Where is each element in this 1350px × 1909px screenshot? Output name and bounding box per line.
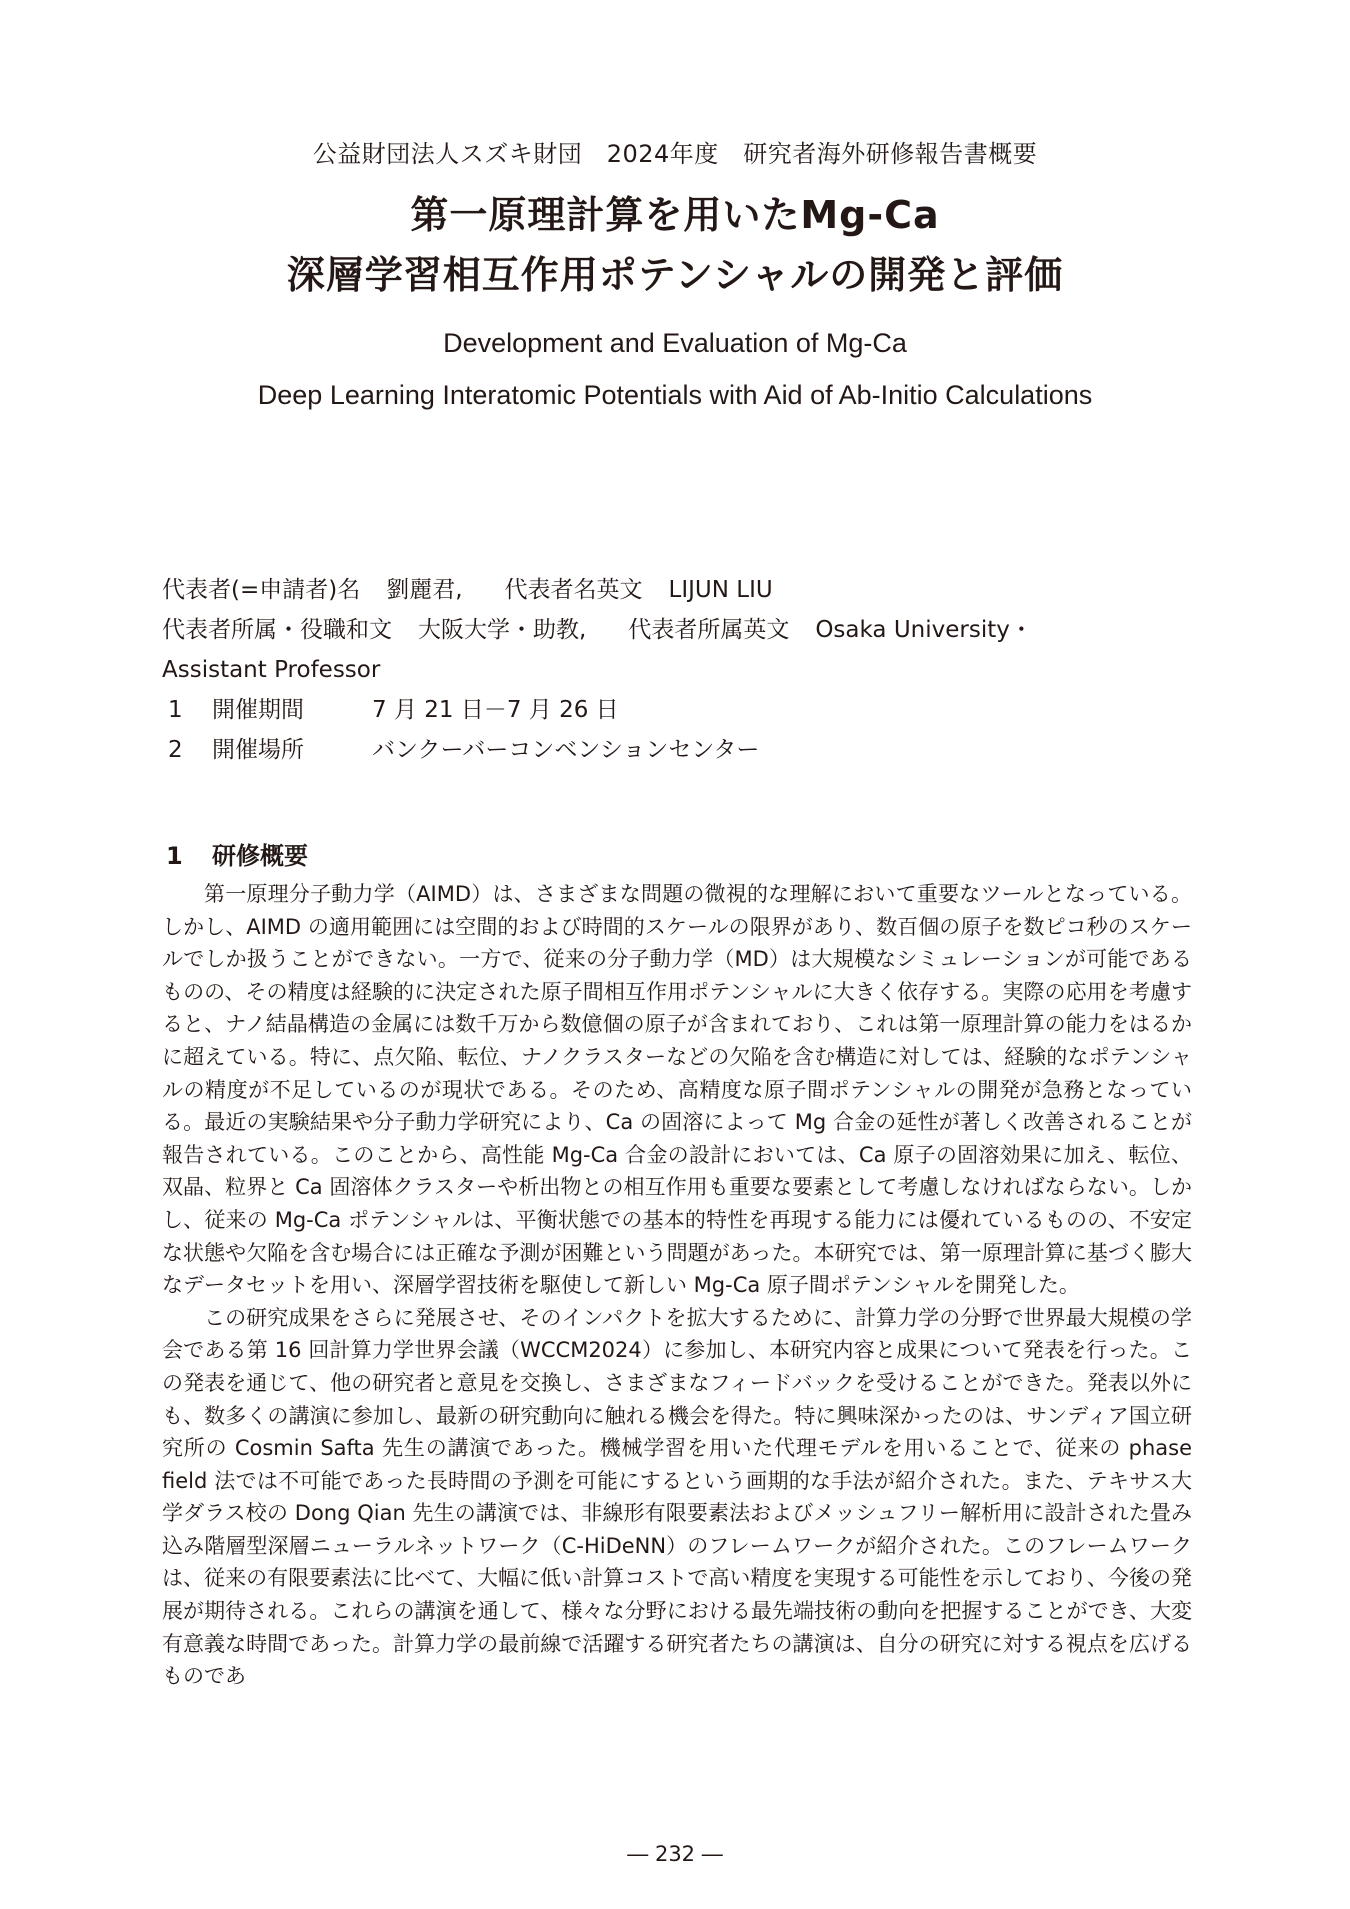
affil-en-cont: Assistant Professor (162, 657, 381, 683)
section-number: 1 (166, 842, 183, 870)
item-label: 開催場所 (212, 737, 304, 763)
section-title: 研修概要 (212, 842, 308, 870)
affil: 大阪大学・助教, (418, 617, 587, 643)
page-number: ― 232 ― (627, 1842, 723, 1866)
affil-en-label: 代表者所属英文 (628, 617, 790, 643)
item-number: 1 (168, 697, 183, 723)
item-label: 開催期間 (212, 697, 304, 723)
rep-name-en-label: 代表者名英文 (504, 577, 643, 603)
affil-en: Osaka University・ (815, 617, 1033, 643)
rep-name-label: 代表者(=申請者)名 (162, 577, 361, 603)
info-item-venue (162, 730, 1192, 770)
report-header: 公益財団法人スズキ財団 2024年度 研究者海外研修報告書概要 (312, 140, 1038, 168)
item-number: 2 (168, 737, 183, 763)
applicant-info (162, 570, 1192, 770)
info-item-period (162, 690, 1192, 730)
title-ja-line2: 深層学習相互作用ポテンシャルの開発と評価 (286, 253, 1064, 297)
section-body (162, 878, 1192, 1693)
paragraph: この研究成果をさらに発展させ、そのインパクトを拡大するために、計算力学の分野で世界最大規模の学会である第 16 回計算力学世界会議（WCCM2024）に参加し、本研究内容と成果について発表を行った。この発表を通じて、他の研究者と意見を交換し、さまざまなフィードバックを受けることができた。発表以外にも、数多くの講演に参加し、最新の研究動向に触れる機会を得た。特に興味深かったのは、サンディア国立研究所の Cosmin Safta 先生の講演であった。機械学習を用いた代理モデルを用いることで、従来の phase field 法では不可能であった長時間の予測を可能にするという画期的な手法が紹介された。また、テキサス大学ダラス校の Dong Qian 先生の講演では、非線形有限要素法およびメッシュフリー解析用に設計された畳み込み階層型深層ニューラルネットワーク（C-HiDeNN）のフレームワークが紹介された。このフレームワークは、従来の有限要素法に比べて、大幅に低い計算コストで高い精度を実現する可能性を示しており、今後の発展が期待される。これらの講演を通して、様々な分野における最先端技術の動向を把握することができ、大変有意義な時間であった。計算力学の最前線で活躍する研究者たちの講演は、自分の研究に対する視点を広げるものであ (162, 1305, 1192, 1689)
section-heading (166, 836, 308, 871)
title-en-line2: Deep Learning Interatomic Potentials with Aid of Ab-Initio Calculations (257, 380, 1093, 410)
item-value: 7 月 21 日－7 月 26 日 (372, 697, 619, 723)
affil-label: 代表者所属・役職和文 (162, 617, 392, 643)
rep-name-en: LIJUN LIU (668, 577, 773, 603)
affiliation-row (162, 610, 1192, 650)
rep-name: 劉麗君, (386, 577, 463, 603)
affiliation-en-continued (162, 650, 1192, 690)
paragraph: 第一原理分子動力学（AIMD）は、さまざまな問題の微視的な理解において重要なツールとなっている。しかし、AIMD の適用範囲には空間的および時間的スケールの限界があり、数百個の原子を数ピコ秒のスケールでしか扱うことができない。一方で、従来の分子動力学（MD）は大規模なシミュレーションが可能であるものの、その精度は経験的に決定された原子間相互作用ポテンシャルに大きく依存する。実際の応用を考慮すると、ナノ結晶構造の金属には数千万から数億個の原子が含まれており、これは第一原理計算の能力をはるかに超えている。特に、点欠陥、転位、ナノクラスターなどの欠陥を含む構造に対しては、経験的なポテンシャルの精度が不足しているのが現状である。そのため、高精度な原子間ポテンシャルの開発が急務となっている。最近の実験結果や分子動力学研究により、Ca の固溶によって Mg 合金の延性が著しく改善されることが報告されている。このことから、高性能 Mg-Ca 合金の設計においては、Ca 原子の固溶効果に加え、転位、双晶、粒界と Ca 固溶体クラスターや析出物との相互作用も重要な要素として考慮しなければならない。しかし、従来の Mg-Ca ポテンシャルは、平衡状態での基本的特性を再現する能力には優れているものの、不安定な状態や欠陥を含む場合には正確な予測が困難という問題があった。本研究では、第一原理計算に基づく膨大なデータセットを用い、深層学習技術を駆使して新しい Mg-Ca 原子間ポテンシャルを開発した。 (162, 882, 1192, 1298)
title-ja-line1: 第一原理計算を用いたMg-Ca (410, 193, 940, 237)
item-value: バンクーバーコンベンションセンター (372, 737, 760, 763)
title-en-line1: Development and Evaluation of Mg-Ca (443, 328, 907, 358)
representative-name-row (162, 570, 1192, 610)
